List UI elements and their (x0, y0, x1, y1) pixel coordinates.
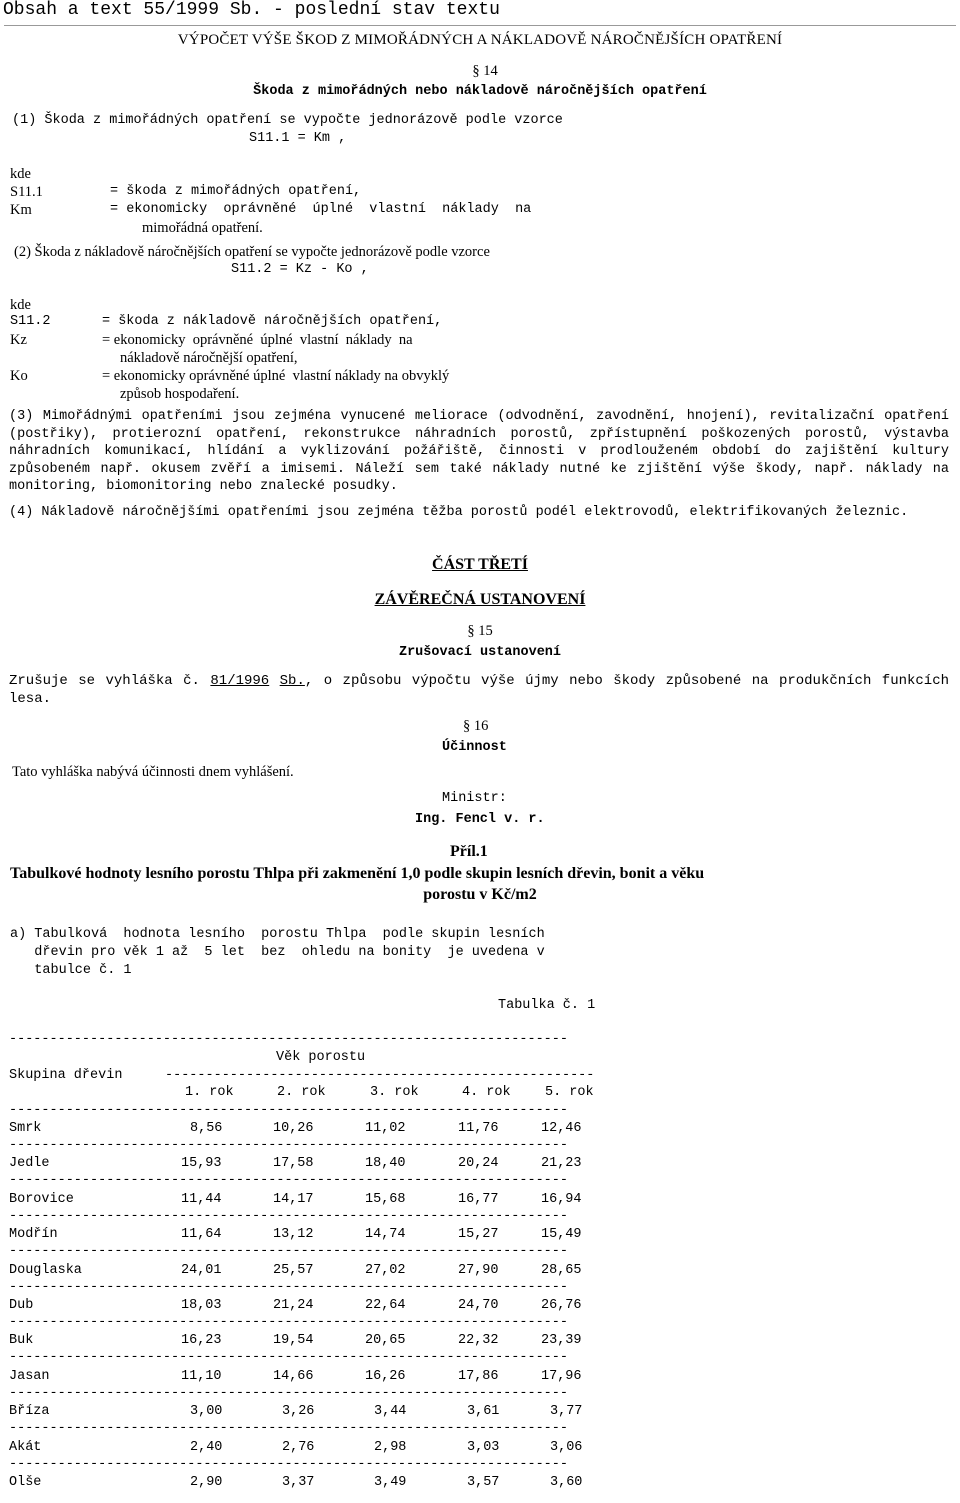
table-rule: --------------------------------------------------------------------- (9, 1138, 568, 1153)
paragraph-4: (4) Nákladově náročnějšími opatřeními jsou zejména těžba porostů podél elektrovodů, elektrifikovaných železnic. (9, 505, 909, 520)
table-cell-value: 14,74 (365, 1227, 406, 1243)
section-16-text: Tato vyhláška nabývá účinnosti dnem vyhlášení. (12, 764, 294, 780)
annex-title-line-1: Tabulkové hodnoty lesního porostu Thlpa při zakmenění 1,0 podle skupin lesních dřevin, bonit a věku (10, 865, 705, 882)
table-column-header: 1. rok (185, 1085, 234, 1100)
part-title: ČÁST TŘETÍ (432, 556, 528, 573)
table-row-header: Skupina dřevin (9, 1068, 123, 1083)
table-cell-value: 15,68 (365, 1191, 406, 1207)
decree-number-link[interactable]: 81/1996 (210, 673, 270, 689)
table-column-header: 5. rok (545, 1085, 594, 1100)
table-cell-value: 15,27 (458, 1227, 499, 1243)
document-header: VÝPOČET VÝŠE ŠKOD Z MIMOŘÁDNÝCH A NÁKLADOVĚ NÁROČNĚJŠÍCH OPATŘENÍ (177, 32, 783, 48)
table-cell-value: 27,02 (365, 1262, 406, 1278)
definition-text: způsob hospodaření. (120, 386, 240, 402)
section-15-text (9, 673, 949, 708)
table-cell-name: Modřín (9, 1227, 58, 1243)
table-column-header: 4. rok (462, 1085, 511, 1100)
table-cell-name: Jasan (9, 1368, 50, 1384)
table-cell-value: 17,58 (273, 1156, 314, 1172)
definition-text: mimořádná opatření. (142, 220, 263, 236)
title-divider (4, 25, 956, 26)
table-cell-name: Akát (9, 1439, 42, 1455)
table-cell-name: Borovice (9, 1191, 74, 1207)
table-cell-value: 3,26 (282, 1404, 315, 1420)
kde-label-1: kde (10, 166, 31, 182)
section-16-title: Účinnost (442, 740, 507, 755)
table-cell-value: 3,44 (374, 1404, 407, 1420)
definition-text: = škoda z mimořádných opatření, (110, 184, 362, 199)
table-cell-name: Smrk (9, 1121, 42, 1136)
table-cell-value: 2,90 (190, 1475, 223, 1490)
section-14-number: § 14 (472, 63, 498, 79)
table-cell-value: 21,23 (541, 1156, 582, 1172)
table-rule: --------------------------------------------------------------------- (9, 1244, 568, 1260)
collection-link[interactable]: Sb. (279, 673, 305, 689)
table-cell-value: 3,03 (467, 1439, 500, 1455)
table-cell-value: 25,57 (273, 1262, 314, 1278)
table-rule: --------------------------------------------------------------------- (9, 1421, 568, 1437)
table-cell-value: 20,65 (365, 1333, 406, 1349)
definition-term: Km (10, 202, 32, 218)
table-cell-value: 11,02 (365, 1121, 406, 1136)
section-15-text-before: Zrušuje se vyhláška č. (9, 673, 211, 689)
table-cell-value: 3,49 (374, 1475, 407, 1490)
table-cell-value: 28,65 (541, 1262, 582, 1278)
table-rule: --------------------------------------------------------------------- (9, 1279, 568, 1295)
table-cell-value: 3,57 (467, 1475, 500, 1490)
table-cell-value: 27,90 (458, 1262, 499, 1278)
paragraph-1: (1) Škoda z mimořádných opatření se vypočte jednorázově podle vzorce (12, 113, 563, 128)
table-cell-value: 16,26 (365, 1368, 406, 1384)
table-cell-value: 3,06 (550, 1439, 583, 1455)
table-cell-value: 3,00 (190, 1404, 223, 1420)
table-caption: Tabulka č. 1 (498, 998, 596, 1013)
part-subtitle: ZÁVĚREČNÁ USTANOVENÍ (374, 591, 586, 608)
signature-role: Ministr: (442, 791, 507, 806)
table-cell-value: 8,56 (190, 1121, 223, 1136)
table-cell-name: Jedle (9, 1156, 50, 1172)
window-title: Obsah a text 55/1999 Sb. - poslední stav textu (3, 0, 500, 20)
table-rule: --------------------------------------------------------------------- (9, 1173, 568, 1189)
table-cell-value: 10,26 (273, 1121, 314, 1136)
section-15-text-after: , o způsobu výpočtu výše újmy nebo škody způsobené na produkčních funkcích lesa. (9, 673, 950, 707)
annex-item-a-line: dřevin pro věk 1 až 5 let bez ohledu na bonity je uvedena v (10, 945, 545, 960)
table-cell-value: 22,64 (365, 1298, 406, 1313)
definition-text: = ekonomicky oprávněné úplné vlastní náklady na obvyklý (102, 368, 450, 384)
table-cell-value: 3,60 (550, 1475, 583, 1490)
paragraph-3: (3) Mimořádnými opatřeními jsou zejména vynucené meliorace (odvodnění, zavodnění, hnojení), revitalizační opatření (postřiky), protierozní opatření, rekonstrukce náhradních porostů, zpřístupnění poškozených porostů, výstavba náhradních komunikací, hlídání a vyklizování požářiště, činnosti v prodlouženém období do zajištění kultury způsobeném např. okusem zvěří a imisemi. Náleží sem také náklady nutné ke zjištění výše škody, např. náklady na monitoring, biomonitoring nebo znalecké posudky. (9, 409, 949, 494)
table-cell-value: 16,94 (541, 1191, 582, 1207)
table-cell-value: 3,37 (282, 1475, 315, 1490)
table-rule: --------------------------------------------------------------------- (9, 1032, 568, 1047)
definition-term: S11.1 (10, 184, 43, 200)
table-cell-value: 19,54 (273, 1333, 314, 1349)
table-cell-value: 14,17 (273, 1191, 314, 1207)
table-cell-value: 11,64 (181, 1227, 222, 1243)
table-cell-value: 3,61 (467, 1404, 500, 1420)
table-cell-value: 24,01 (181, 1262, 222, 1278)
signature-name: Ing. Fencl v. r. (415, 812, 545, 827)
table-cell-value: 2,98 (374, 1439, 407, 1455)
table-cell-value: 23,39 (541, 1333, 582, 1349)
table-rule: --------------------------------------------------------------------- (9, 1315, 568, 1330)
table-cell-value: 2,76 (282, 1439, 315, 1455)
table-cell-value: 3,77 (550, 1404, 583, 1420)
table-rule: --------------------------------------------------------------------- (9, 1385, 568, 1401)
table-cell-value: 16,23 (181, 1333, 222, 1349)
table-cell-value: 18,40 (365, 1156, 406, 1172)
definition-text: nákladově náročnější opatření, (120, 350, 298, 366)
definition-text: = škoda z nákladově náročnějších opatření, (102, 314, 443, 329)
annex-number: Příl.1 (450, 843, 488, 860)
table-cell-name: Olše (9, 1475, 42, 1490)
section-15-title: Zrušovací ustanovení (398, 645, 562, 660)
definition-text: = ekonomicky oprávněné úplné vlastní náklady na (110, 202, 532, 217)
table-cell-value: 21,24 (273, 1298, 314, 1313)
table-rule: --------------------------------------------------------------------- (9, 1350, 568, 1366)
kde-label-2: kde (10, 297, 31, 313)
table-cell-value: 17,86 (458, 1368, 499, 1384)
table-cell-value: 17,96 (541, 1368, 582, 1384)
table-column-header: 2. rok (277, 1085, 326, 1100)
table-cell-value: 12,46 (541, 1121, 582, 1136)
table-cell-value: 15,49 (541, 1227, 582, 1243)
table-cell-value: 14,66 (273, 1368, 314, 1384)
table-cell-value: 24,70 (458, 1298, 499, 1313)
table-cell-value: 11,10 (181, 1368, 222, 1384)
table-cell-name: Douglaska (9, 1262, 82, 1278)
definition-term: Ko (10, 368, 28, 384)
annex-item-a-line: a) Tabulková hodnota lesního porostu Thlpa podle skupin lesních (10, 927, 545, 942)
table-cell-name: Dub (9, 1298, 34, 1313)
definition-text: = ekonomicky oprávněné úplné vlastní náklady na (102, 332, 413, 348)
table-rule: --------------------------------------------------------------------- (9, 1208, 568, 1224)
table-cell-value: 11,76 (458, 1121, 499, 1136)
table-cell-name: Bříza (9, 1404, 50, 1420)
definition-term: Kz (10, 332, 27, 348)
table-cell-value: 18,03 (181, 1298, 222, 1313)
table-cell-value: 26,76 (541, 1298, 582, 1313)
table-cell-value: 16,77 (458, 1191, 499, 1207)
formula-2: S11.2 = Kz - Ko , (231, 262, 369, 277)
table-cell-value: 13,12 (273, 1227, 314, 1243)
table-cell-value: 11,44 (181, 1191, 222, 1207)
table-cell-value: 22,32 (458, 1333, 499, 1349)
table-column-group: Věk porostu (276, 1050, 366, 1065)
section-16-number: § 16 (463, 718, 489, 734)
formula-1: S11.1 = Km , (249, 131, 347, 146)
annex-item-a-line: tabulce č. 1 (10, 963, 132, 978)
annex-title-line-2: porostu v Kč/m2 (423, 886, 537, 903)
table-rule: ----------------------------------------------------- (165, 1068, 595, 1083)
table-column-header: 3. rok (370, 1085, 419, 1100)
table-cell-value: 15,93 (181, 1156, 222, 1172)
section-15-number: § 15 (467, 623, 493, 639)
table-rule: --------------------------------------------------------------------- (9, 1456, 568, 1472)
table-cell-value: 2,40 (190, 1439, 223, 1455)
section-14-title: Škoda z mimořádných nebo nákladově náročnějších opatření (253, 84, 707, 99)
table-cell-name: Buk (9, 1333, 34, 1349)
table-cell-value: 20,24 (458, 1156, 499, 1172)
definition-term: S11.2 (10, 314, 51, 329)
paragraph-2: (2) Škoda z nákladově náročnějších opatření se vypočte jednorázově podle vzorce (14, 244, 490, 260)
table-rule: --------------------------------------------------------------------- (9, 1103, 568, 1118)
